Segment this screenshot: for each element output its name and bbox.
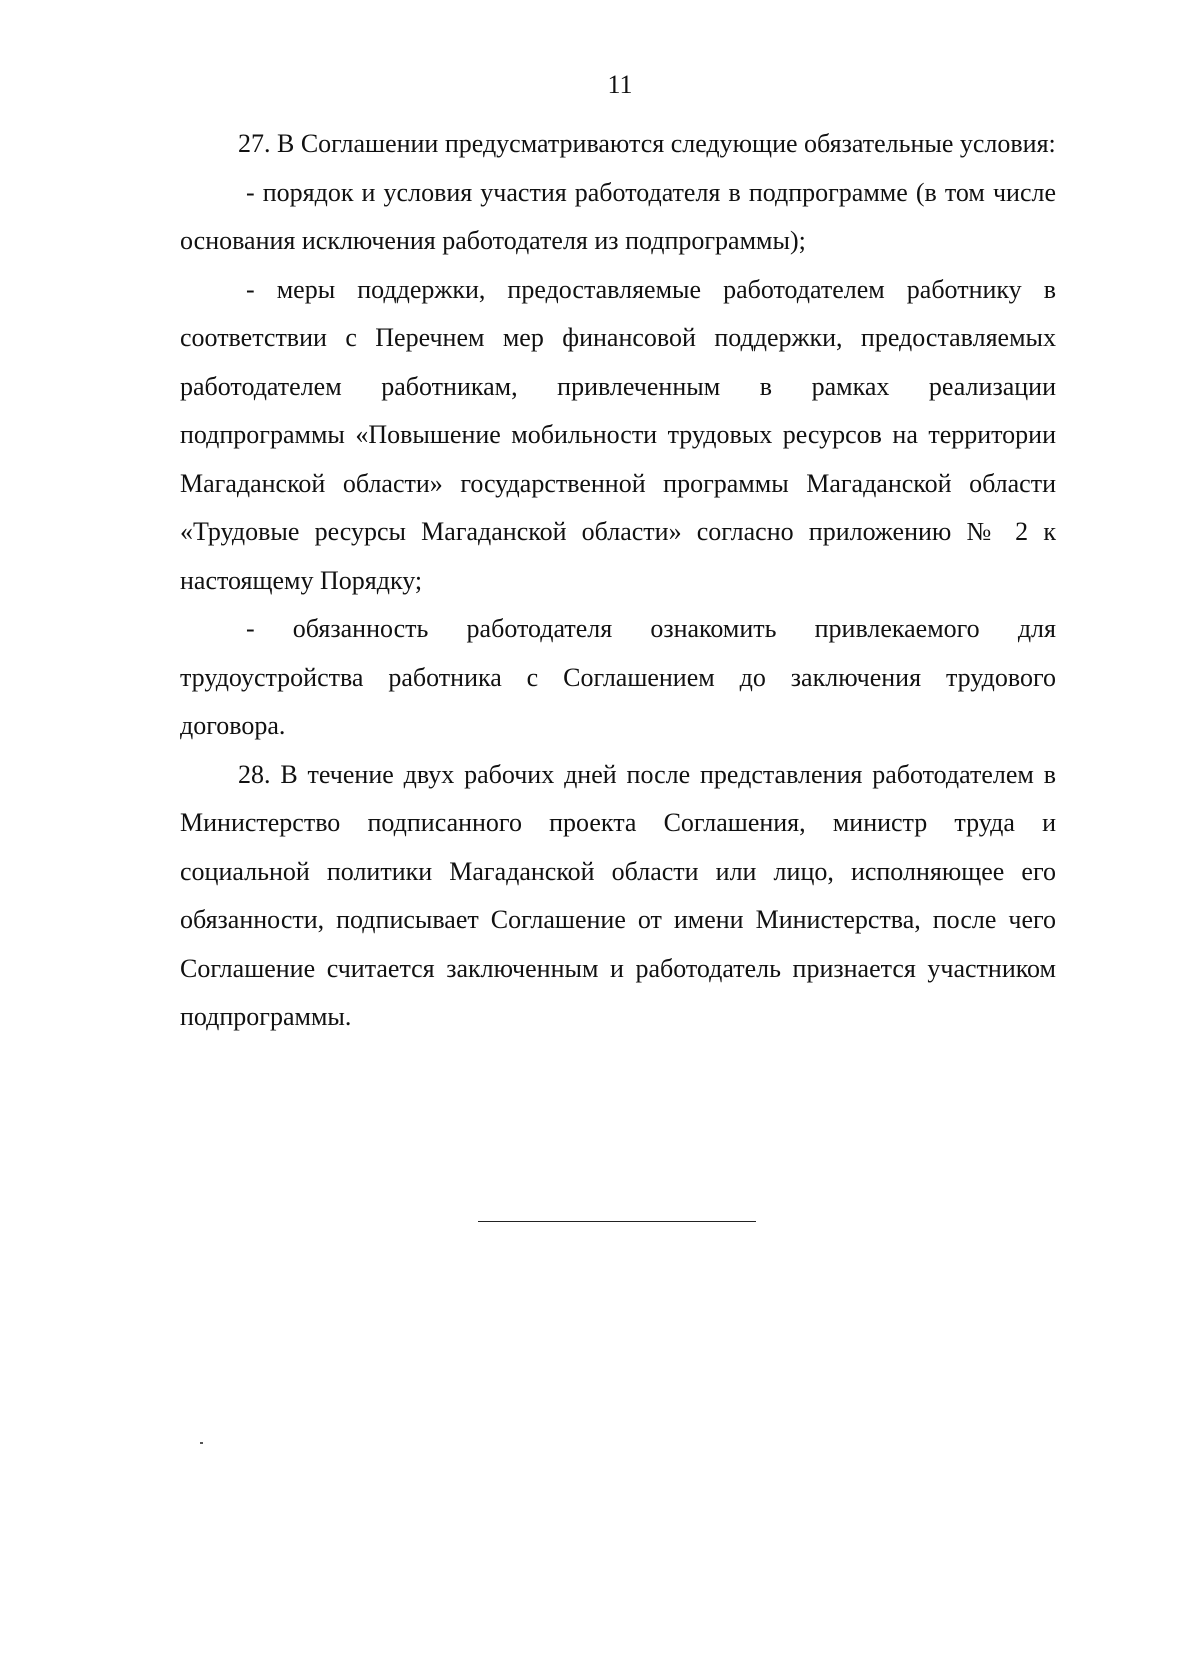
document-body bbox=[180, 120, 1056, 1042]
paragraph-item-28: 28. В течение двух рабочих дней после представления работодателем в Министерство подписанного проекта Соглашения, министр труда и социальной политики Магаданской области или лицо, исполняющее его обязанности, подписывает Соглашение от имени Министерства, после чего Соглашение считается заключенным и работодатель признается участником подпрограммы. bbox=[180, 759, 1056, 1031]
list-item-support-measures: - меры поддержки, предоставляемые работодателем работнику в соответствии с Перечнем мер финансовой поддержки, предоставляемых работодателем работникам, привлеченным в рамках реализации подпрограммы «Повышение мобильности трудовых ресурсов на территории Магаданской области» государственной программы Магаданской области «Трудовые ресурсы Магаданской области» согласно приложению № 2 к настоящему Порядку; bbox=[180, 274, 1056, 595]
paragraph-item-27: 27. В Соглашении предусматриваются следующие обязательные условия: bbox=[238, 129, 1056, 158]
list-item-participation-terms: - порядок и условия участия работодателя в подпрограмме (в том числе основания исключения работодателя из подпрограммы); bbox=[180, 177, 1056, 255]
end-separator-line bbox=[478, 1221, 756, 1222]
page-number: 11 bbox=[607, 70, 633, 99]
scan-speck bbox=[200, 1442, 203, 1444]
list-item-employer-obligation: - обязанность работодателя ознакомить привлекаемого для трудоустройства работника с Соглашением до заключения трудового договора. bbox=[180, 614, 1056, 740]
